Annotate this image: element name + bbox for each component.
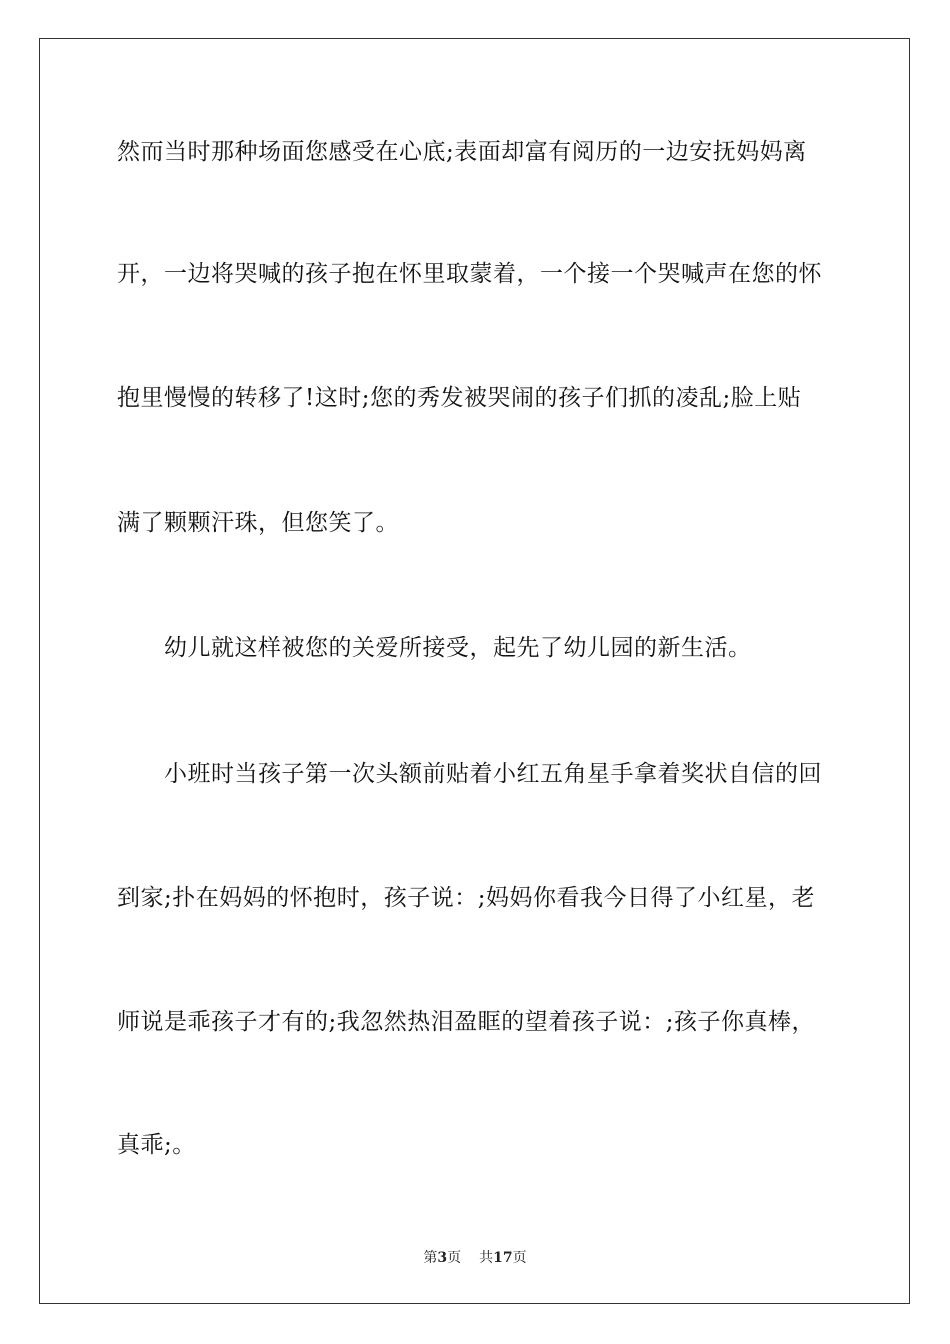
paragraph-1-line-2: 开，一边将哭喊的孩子抱在怀里取蒙着，一个接一个哭喊声在您的怀 [117,261,822,287]
page-prefix: 第 [423,1250,438,1266]
paragraph-1-line-3: 抱里慢慢的转移了!这时;您的秀发被哭闹的孩子们抓的凌乱;脸上贴 [117,385,802,411]
page-number: 3 [437,1250,448,1266]
paragraph-3-line-3: 师说是乖孩子才有的;我忽然热泪盈眶的望着孩子说：;孩子你真棒， [117,1009,815,1035]
total-pages: 17 [493,1250,513,1266]
paragraph-3-line-4: 真乖;。 [117,1132,196,1158]
paragraph-1-line-1: 然而当时那种场面您感受在心底;表面却富有阅历的一边安抚妈妈离 [117,139,807,165]
paragraph-2-line-1: 幼儿就这样被您的关爱所接受，起先了幼儿园的新生活。 [164,635,752,661]
page-footer [0,1249,950,1267]
paragraph-3-line-1: 小班时当孩子第一次头额前贴着小红五角星手拿着奖状自信的回 [164,761,822,787]
page-border [39,38,910,1304]
paragraph-3-line-2: 到家;扑在妈妈的怀抱时，孩子说：;妈妈你看我今日得了小红星，老 [117,885,815,911]
page-suffix: 页 [447,1250,462,1266]
total-suffix: 页 [512,1250,527,1266]
total-prefix: 共 [479,1250,494,1266]
paragraph-1-line-4: 满了颗颗汗珠，但您笑了。 [117,510,399,536]
